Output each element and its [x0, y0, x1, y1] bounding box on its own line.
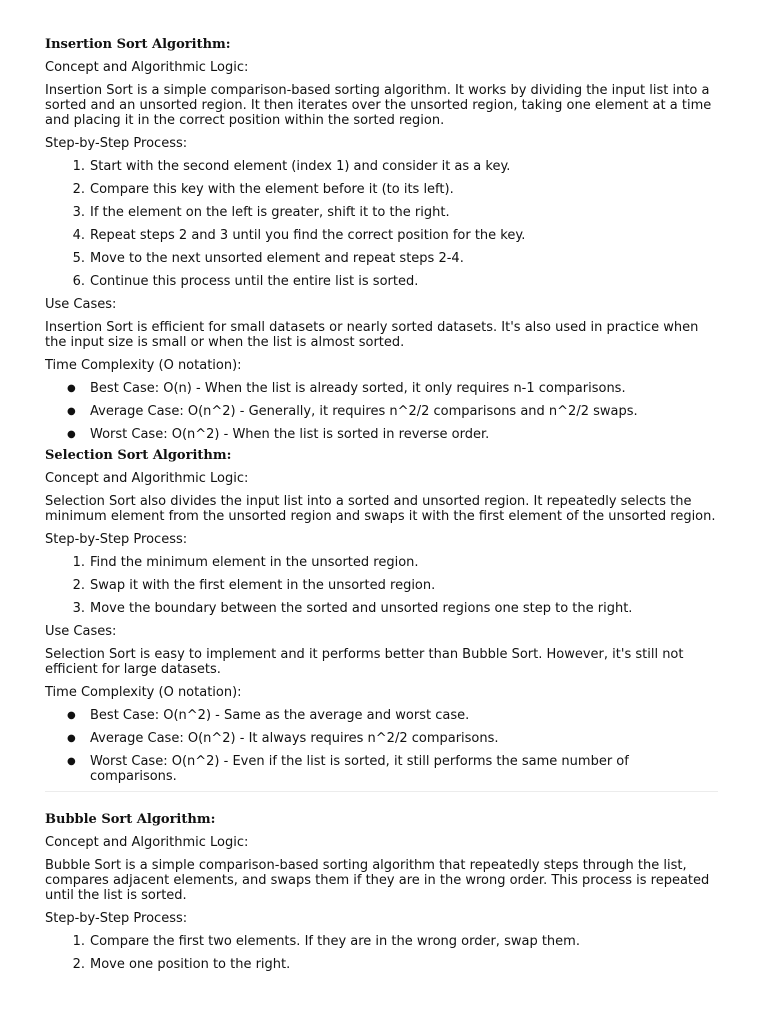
section-title: Insertion Sort Algorithm:: [45, 37, 231, 52]
step-number: 5.: [72, 251, 85, 266]
complexity-heading: Time Complexity (O notation):: [45, 685, 242, 700]
use-cases-heading: Use Cases:: [45, 297, 117, 312]
list-item: [45, 708, 718, 723]
step-text: Move to the next unsorted element and repeat steps 2-4.: [90, 251, 464, 266]
bullet-icon: ●: [67, 429, 76, 440]
bullet-icon: ●: [67, 710, 76, 721]
selection-sort-section: [45, 448, 718, 784]
step-number: 3.: [72, 601, 85, 616]
concept-heading: Concept and Algorithmic Logic:: [45, 835, 249, 850]
steps-list: [45, 159, 718, 289]
complexity-text: Best Case: O(n) - When the list is already sorted, it only requires n-1 comparisons.: [90, 381, 626, 396]
complexity-list: [45, 708, 718, 784]
step-number: 1.: [72, 555, 85, 570]
bullet-icon: ●: [67, 406, 76, 417]
use-cases-text: Selection Sort is easy to implement and it performs better than Bubble Sort. However, it's still not efficient for large datasets.: [45, 647, 684, 677]
complexity-list: [45, 381, 718, 442]
list-item: [45, 957, 718, 972]
step-number: 2.: [72, 957, 85, 972]
step-text: Repeat steps 2 and 3 until you find the correct position for the key.: [90, 228, 526, 243]
list-item: [45, 205, 718, 220]
step-text: Continue this process until the entire list is sorted.: [90, 274, 419, 289]
section-title: Bubble Sort Algorithm:: [45, 812, 216, 827]
step-text: If the element on the left is greater, shift it to the right.: [90, 205, 450, 220]
concept-text: Selection Sort also divides the input list into a sorted and unsorted region. It repeatedly selects the minimum element from the unsorted region and swaps it with the first element of the unsorted region.: [45, 494, 716, 524]
step-text: Find the minimum element in the unsorted region.: [90, 555, 419, 570]
list-item: [45, 934, 718, 949]
steps-heading: Step-by-Step Process:: [45, 136, 188, 151]
use-cases-heading: Use Cases:: [45, 624, 117, 639]
list-item: [45, 555, 718, 570]
concept-heading: Concept and Algorithmic Logic:: [45, 60, 249, 75]
step-number: 3.: [72, 205, 85, 220]
concept-text: Bubble Sort is a simple comparison-based sorting algorithm that repeatedly steps through the list, compares adjacent elements, and swaps them if they are in the wrong order. This process is repeated until the list is sorted.: [45, 858, 710, 903]
steps-list: [45, 934, 718, 972]
step-text: Start with the second element (index 1) and consider it as a key.: [90, 159, 511, 174]
use-cases-text: Insertion Sort is efficient for small datasets or nearly sorted datasets. It's also used in practice when the input size is small or when the list is almost sorted.: [45, 320, 699, 350]
list-item: [45, 731, 718, 746]
step-text: Move one position to the right.: [90, 957, 291, 972]
step-text: Swap it with the first element in the unsorted region.: [90, 578, 436, 593]
steps-list: [45, 555, 718, 616]
complexity-text: Best Case: O(n^2) - Same as the average and worst case.: [90, 708, 470, 723]
bullet-icon: ●: [67, 756, 76, 767]
complexity-text: Average Case: O(n^2) - It always requires n^2/2 comparisons.: [90, 731, 499, 746]
list-item: [45, 159, 718, 174]
list-item: [45, 601, 718, 616]
bubble-sort-section: [45, 812, 718, 972]
complexity-text: Worst Case: O(n^2) - Even if the list is sorted, it still performs the same number of comparisons.: [90, 754, 629, 784]
complexity-text: Worst Case: O(n^2) - When the list is sorted in reverse order.: [90, 427, 490, 442]
bullet-icon: ●: [67, 733, 76, 744]
section-title: Selection Sort Algorithm:: [45, 448, 232, 463]
step-text: Move the boundary between the sorted and unsorted regions one step to the right.: [90, 601, 633, 616]
list-item: [45, 754, 718, 784]
complexity-text: Average Case: O(n^2) - Generally, it requires n^2/2 comparisons and n^2/2 swaps.: [90, 404, 638, 419]
list-item: [45, 381, 718, 396]
list-item: [45, 578, 718, 593]
list-item: [45, 182, 718, 197]
list-item: [45, 427, 718, 442]
list-item: [45, 404, 718, 419]
list-item: [45, 274, 718, 289]
list-item: [45, 228, 718, 243]
complexity-heading: Time Complexity (O notation):: [45, 358, 242, 373]
insertion-sort-section: [45, 37, 718, 442]
step-number: 2.: [72, 578, 85, 593]
step-number: 1.: [72, 159, 85, 174]
step-number: 2.: [72, 182, 85, 197]
section-divider: [45, 791, 718, 792]
step-number: 4.: [72, 228, 85, 243]
steps-heading: Step-by-Step Process:: [45, 911, 188, 926]
list-item: [45, 251, 718, 266]
steps-heading: Step-by-Step Process:: [45, 532, 188, 547]
concept-heading: Concept and Algorithmic Logic:: [45, 471, 249, 486]
step-text: Compare this key with the element before it (to its left).: [90, 182, 454, 197]
step-text: Compare the first two elements. If they are in the wrong order, swap them.: [90, 934, 580, 949]
concept-text: Insertion Sort is a simple comparison-based sorting algorithm. It works by dividing the input list into a sorted and an unsorted region. It then iterates over the unsorted region, taking one element at a time and placing it in the correct position within the sorted region.: [45, 83, 712, 128]
step-number: 1.: [72, 934, 85, 949]
step-number: 6.: [72, 274, 85, 289]
bullet-icon: ●: [67, 383, 76, 394]
